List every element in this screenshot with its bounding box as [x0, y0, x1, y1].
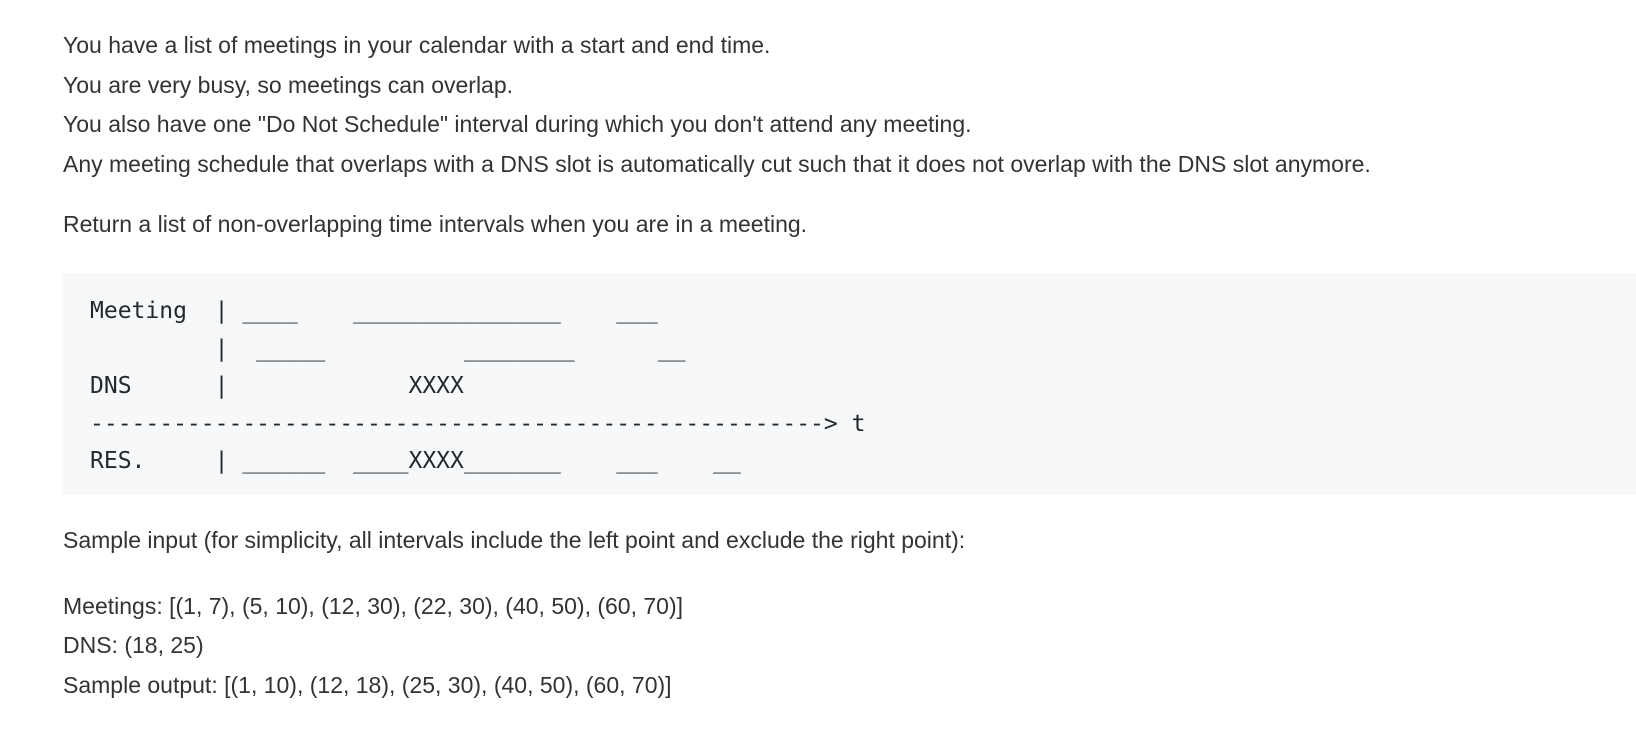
diagram-row-result: RES. | ______ ____XXXX_______ ___ __ — [90, 448, 741, 474]
diagram-row-meeting-1: Meeting | ____ _______________ ___ — [90, 298, 658, 324]
intro-line-1: You have a list of meetings in your calendar with a start and end time. — [63, 32, 771, 58]
sample-dns: DNS: (18, 25) — [63, 632, 204, 659]
timeline-diagram-code-block — [63, 273, 1636, 495]
intro-line-3: You also have one "Do Not Schedule" interval during which you don't attend any meeting. — [63, 111, 972, 138]
intro-line-4: Any meeting schedule that overlaps with a DNS slot is automatically cut such that it does not overlap with the DNS slot anymore. — [63, 150, 1371, 177]
sample-section — [63, 521, 1636, 705]
task-statement: Return a list of non-overlapping time intervals when you are in a meeting. — [63, 211, 808, 238]
paragraph-gap — [63, 184, 1636, 205]
timeline-diagram — [90, 293, 865, 481]
intro-line-2: You are very busy, so meetings can overlap. — [63, 71, 514, 98]
sample-intro: Sample input (for simplicity, all intervals include the left point and exclude the right point): — [63, 527, 966, 553]
diagram-row-dns: DNS | XXXX — [90, 373, 464, 399]
problem-description — [63, 26, 1636, 245]
diagram-row-time-axis: -----------------------------------------------------> t — [90, 410, 866, 437]
diagram-row-meeting-2: | _____ ________ __ — [90, 335, 686, 362]
sample-output: Sample output: [(1, 10), (12, 18), (25, 30), (40, 50), (60, 70)] — [63, 671, 672, 698]
sample-meetings: Meetings: [(1, 7), (5, 10), (12, 30), (22, 30), (40, 50), (60, 70)] — [63, 592, 684, 619]
paragraph-gap — [63, 561, 1636, 587]
